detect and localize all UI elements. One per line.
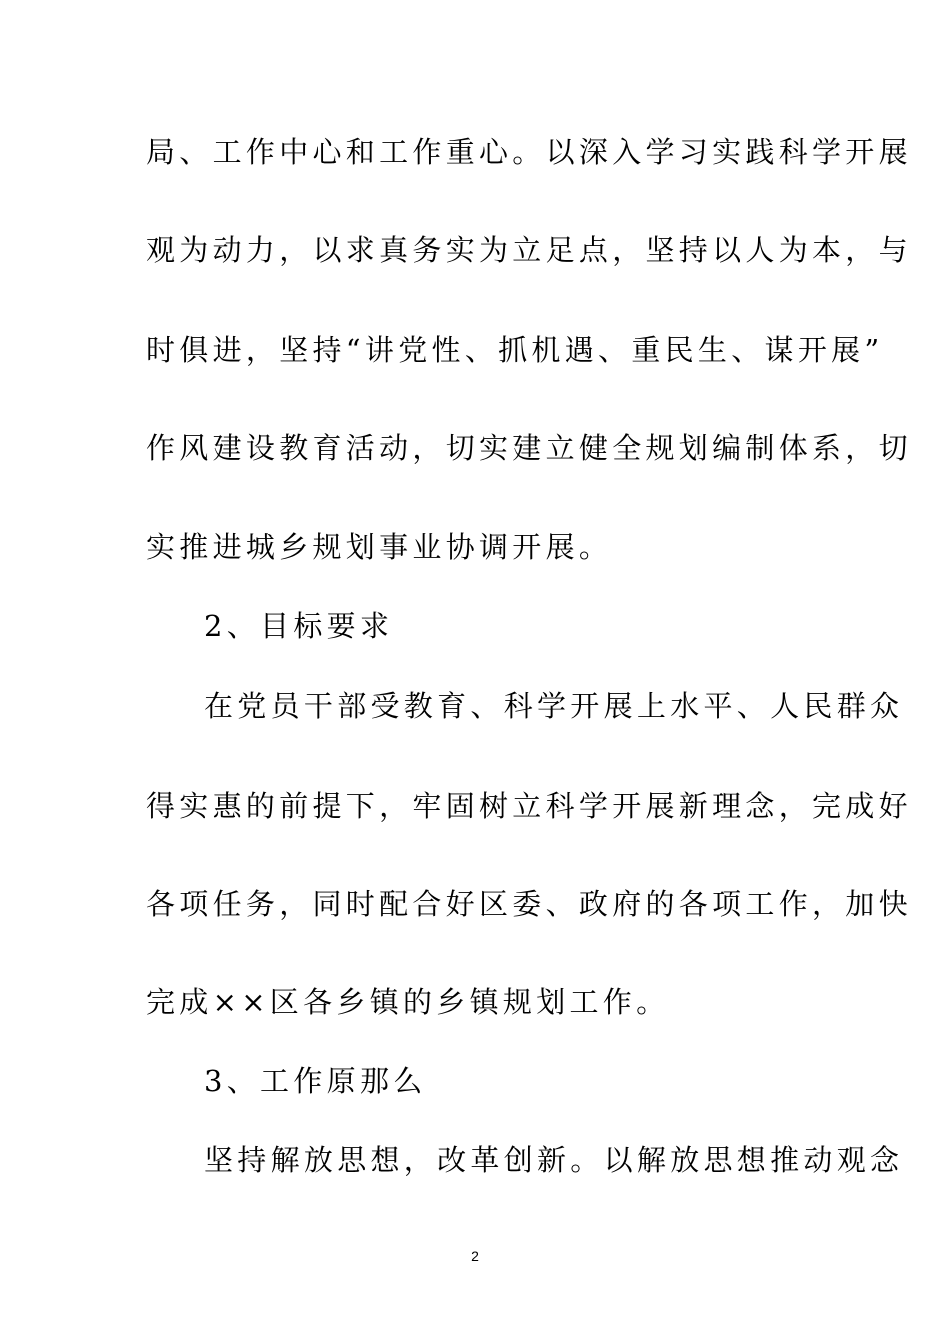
body-text-line: 局、工作中心和工作重心。以深入学习实践科学开展 <box>146 135 912 169</box>
body-text-line: 实推进城乡规划事业协调开展。 <box>146 530 613 564</box>
body-text-line: 完成××区各乡镇的乡镇规划工作。 <box>146 985 670 1019</box>
body-text-line: 时俱进，坚持“讲党性、抓机遇、重民生、谋开展” <box>146 333 884 367</box>
page-number: 2 <box>471 1248 479 1264</box>
body-text-line: 观为动力，以求真务实为立足点，坚持以人为本，与 <box>146 233 912 267</box>
paragraph-first-line: 坚持解放思想，改革创新。以解放思想推动观念 <box>204 1143 904 1177</box>
paragraph-first-line: 在党员干部受教育、科学开展上水平、人民群众 <box>204 689 904 723</box>
body-text-line: 各项任务，同时配合好区委、政府的各项工作，加快 <box>146 887 912 921</box>
body-text-line: 作风建设教育活动，切实建立健全规划编制体系，切 <box>146 431 912 465</box>
body-text-line: 得实惠的前提下，牢固树立科学开展新理念，完成好 <box>146 789 912 823</box>
section-heading: 2、目标要求 <box>204 609 394 643</box>
section-heading: 3、工作原那么 <box>204 1064 427 1098</box>
